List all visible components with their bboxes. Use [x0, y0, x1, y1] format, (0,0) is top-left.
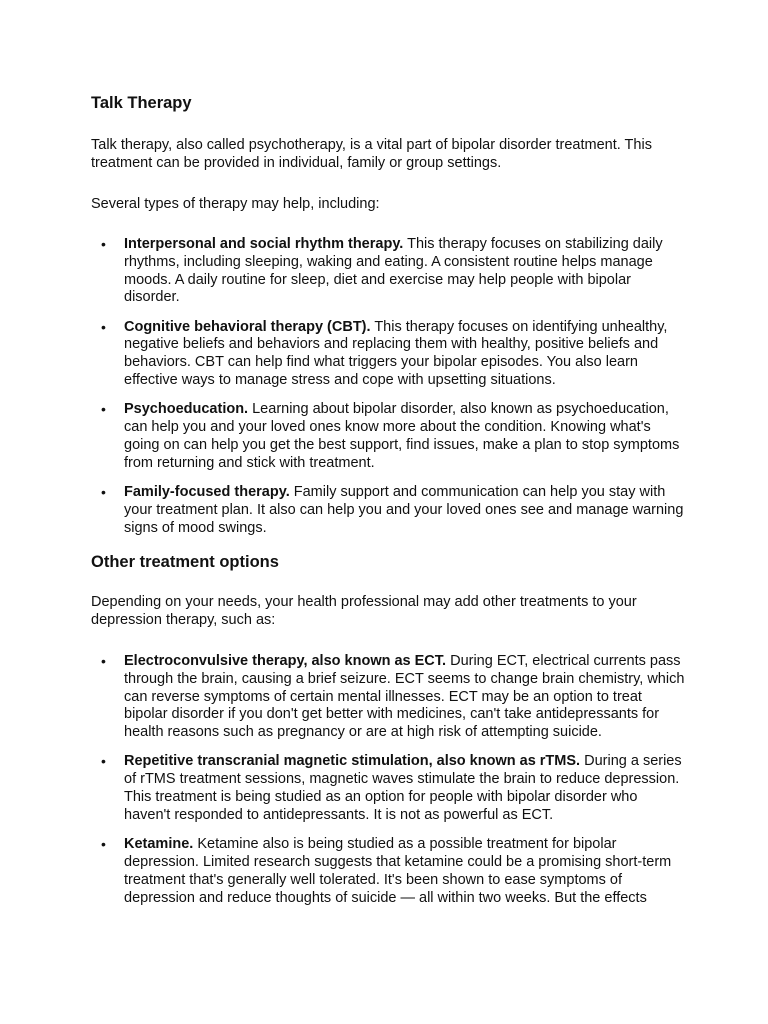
list-item-term: Interpersonal and social rhythm therapy.	[124, 236, 404, 252]
list-item	[91, 484, 686, 537]
bullet-icon: •	[101, 753, 106, 770]
list-item	[91, 653, 686, 742]
list-item-term: Electroconvulsive therapy, also known as ECT.	[124, 653, 447, 669]
other-treatments-intro: Depending on your needs, your health professional may add other treatments to your depression therapy, such as:	[91, 594, 637, 628]
other-treatments-list	[91, 653, 686, 919]
list-item-text: Ketamine also is being studied as a possible treatment for bipolar depression. Limited research suggests that ketamine could be a promising short-term treatment that's generally well tolerated. It's been shown to ease symptoms of depression and reduce thoughts of suicide — all within two weeks. But the effects	[124, 836, 672, 906]
bullet-icon: •	[101, 401, 106, 418]
list-item-term: Psychoeducation.	[124, 401, 249, 418]
list-item	[91, 236, 686, 307]
list-item-text: This therapy focuses on stabilizing daily rhythms, including sleeping, waking and eating. A consistent routine helps manage moods. A daily routine for sleep, diet and exercise may help people with bipolar disorder.	[124, 236, 663, 306]
list-item-term: Ketamine.	[124, 836, 194, 853]
section-title-other-treatments: Other treatment options	[91, 553, 279, 571]
bullet-icon: •	[101, 484, 106, 501]
list-item-term: Repetitive transcranial magnetic stimulation, also known as rTMS.	[124, 753, 581, 770]
list-item	[91, 836, 686, 907]
talk-therapy-intro: Talk therapy, also called psychotherapy, is a vital part of bipolar disorder treatment. This treatment can be provided in individual, family or group settings.	[91, 137, 652, 171]
list-item-term: Cognitive behavioral therapy (CBT).	[124, 318, 371, 335]
list-item	[91, 753, 686, 824]
list-item	[91, 401, 686, 472]
list-item	[91, 319, 686, 390]
therapy-types-list	[91, 236, 686, 549]
list-item-text: During ECT, electrical currents pass through the brain, causing a brief seizure. ECT seems to change brain chemistry, which can reverse symptoms of certain mental illnesses. ECT may be an option to treat bipolar disorder if you don't get better with medicines, can't take antidepressants for health reasons such as pregnancy or are at high risk of attempting suicide.	[124, 653, 685, 741]
list-item-text: Learning about bipolar disorder, also known as psychoeducation, can help you and your loved ones know more about the condition. Knowing what's going on can help you get the best support, find issues, make a plan to stop symptoms from returning and stick with treatment.	[124, 401, 680, 471]
section-title-talk-therapy: Talk Therapy	[91, 94, 192, 112]
bullet-icon: •	[101, 653, 106, 669]
bullet-icon: •	[101, 836, 106, 853]
bullet-icon: •	[101, 236, 106, 252]
list-item-term: Family-focused therapy.	[124, 484, 290, 501]
bullet-icon: •	[101, 318, 106, 335]
list-item-text: Family support and communication can help you stay with your treatment plan. It also can help you and your loved ones see and manage warning signs of mood swings.	[124, 484, 684, 536]
list-item-text: During a series of rTMS treatment sessions, magnetic waves stimulate the brain to reduce depression. This treatment is being studied as an option for people with bipolar disorder who haven't responded to antidepressants. It is not as powerful as ECT.	[124, 753, 682, 823]
list-item-text: This therapy focuses on identifying unhealthy, negative beliefs and behaviors and replacing them with healthy, positive beliefs and behaviors. CBT can help find what triggers your bipolar episodes. You also learn effective ways to manage stress and cope with upsetting situations.	[124, 318, 668, 389]
therapy-types-lead: Several types of therapy may help, including:	[91, 196, 380, 212]
